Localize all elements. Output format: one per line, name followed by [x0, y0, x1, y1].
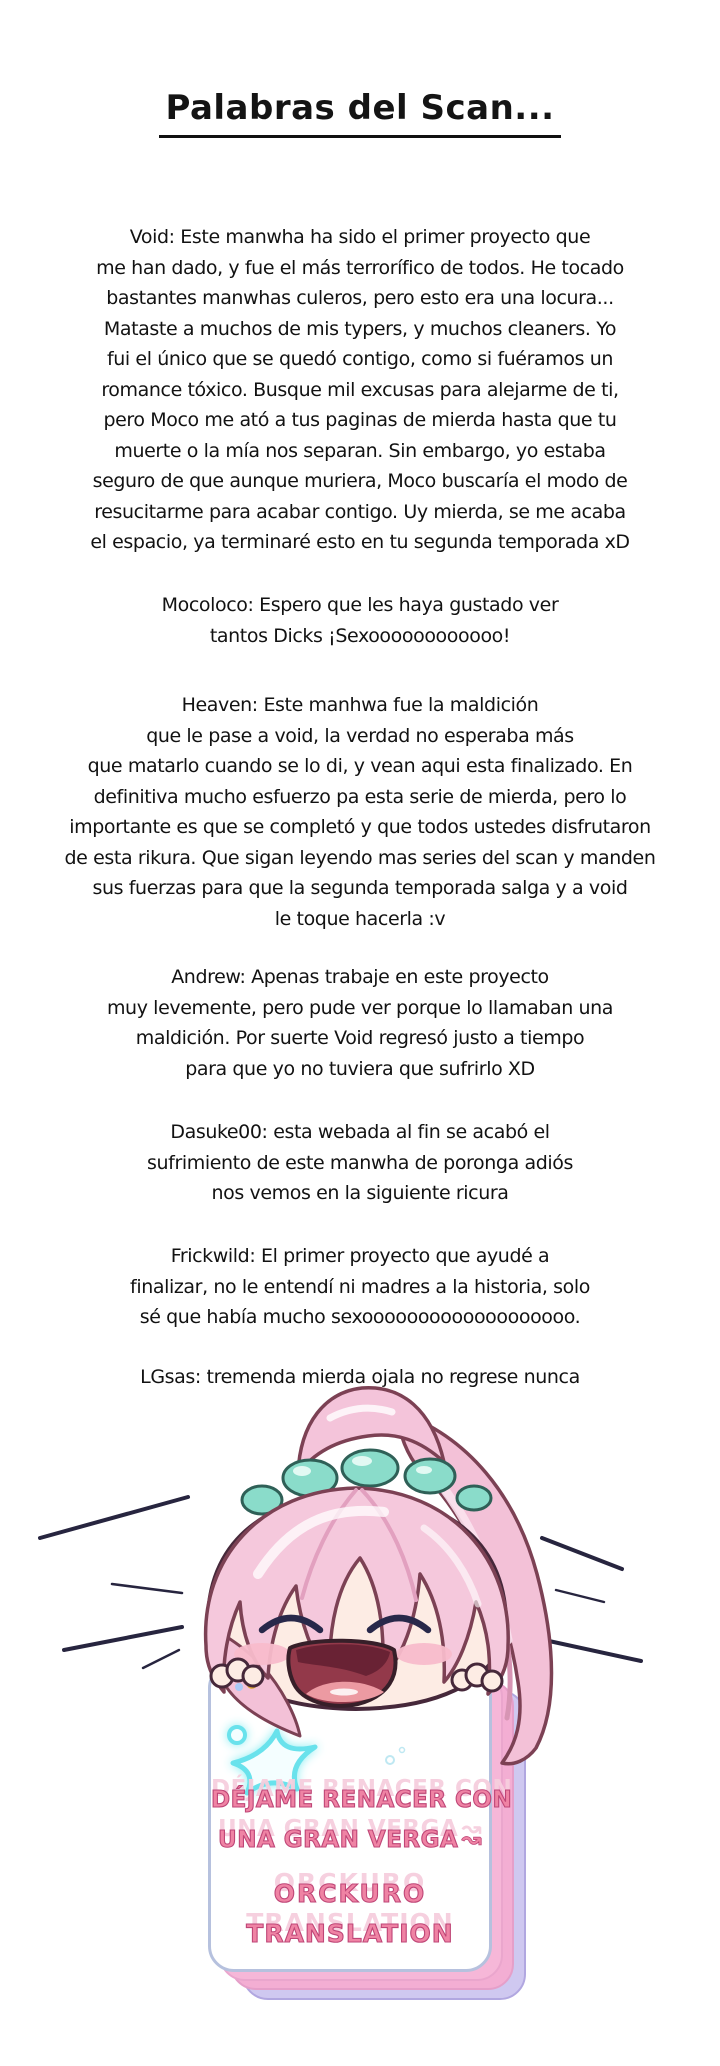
text-line: el espacio, ya terminaré esto en tu segunda temporada xD [90, 531, 630, 553]
text-line: Heaven: Este manhwa fue la maldición [181, 694, 539, 716]
text-line: de esta rikura. Que sigan leyendo mas series del scan y manden [64, 846, 656, 869]
text-line: muerte o la mía nos separan. Sin embargo, yo estaba [114, 439, 606, 462]
text-line: Mataste a muchos de mis typers, y muchos cleaners. Yo [103, 317, 617, 340]
text-line: romance tóxico. Busque mil excusas para alejarme de ti, [101, 378, 619, 401]
scrunchie-beads [242, 1450, 491, 1514]
text-line: muy levemente, pero pude ver porque lo llamaban una [106, 996, 614, 1019]
credit-block-frickwild [0, 1241, 720, 1333]
sign-card [208, 1662, 513, 1972]
credit-block-dasuke00 [0, 1117, 720, 1209]
text-line: sé que había mucho sexooooooooooooooooooo. [139, 1306, 581, 1328]
text-line: Frickwild: El primer proyecto que ayudé a [170, 1245, 550, 1267]
credit-block-heaven [0, 690, 720, 934]
text-line: me han dado, y fue el más terrorífico de todos. He tocado [96, 256, 624, 279]
title-wrap [0, 88, 720, 138]
credit-block-andrew [0, 962, 720, 1084]
text-line: finalizar, no le entendí ni madres a la historia, solo [130, 1275, 590, 1298]
sign-text-line1: DÉJAME RENACER CON [211, 1787, 513, 1813]
text-line: le toque hacerla :v [274, 907, 446, 930]
sign-text-group-label: TRANSLATION [246, 1919, 454, 1948]
text-line: definitiva mucho esfuerzo pa esta serie de mierda, pero lo [93, 785, 627, 808]
text-line: seguro de que aunque muriera, Moco buscaría el modo de [92, 470, 628, 492]
hair-tuft [298, 1388, 444, 1474]
scrunchie-shine [293, 1456, 432, 1476]
text-line: maldición. Por suerte Void regresó justo a tiempo [135, 1027, 585, 1049]
sign-text-line2 [211, 1825, 489, 1853]
text-line: Mocoloco: Espero que les haya gustado ver [161, 594, 559, 616]
text-line: sufrimiento de este manwha de poronga adiós [147, 1151, 573, 1174]
mascot-illustration [0, 1378, 720, 2066]
credit-block-mocoloco [0, 590, 720, 651]
closed-eyes [262, 1618, 428, 1630]
text-line: Void: Este manwha ha sido el primer proyecto que [129, 226, 591, 248]
burst-lines-icon [40, 1497, 641, 1668]
text-line: LGsas: tremenda mierda ojala no regrese nunca [140, 1366, 580, 1388]
text-line: Andrew: Apenas trabaje en este proyecto [171, 966, 549, 988]
text-line: resucitarme para acabar contigo. Uy mierda, se me acaba [94, 500, 626, 523]
sign-text-group-name: ORCKURO [273, 1879, 427, 1908]
text-line: tantos Dicks ¡Sexoooooooooooo! [209, 624, 511, 647]
sign-text-line2-label: UNA GRAN VERGA [218, 1827, 459, 1853]
text-line: que matarlo cuando se lo di, y vean aqui esta finalizado. En [87, 755, 633, 777]
page-title: Palabras del Scan... [159, 88, 560, 138]
text-line: para que yo no tuviera que sufrirlo XD [185, 1057, 535, 1080]
text-line: importante es que se completó y que todos ustedes disfrutaron [69, 816, 651, 838]
sparkle-icon [219, 1723, 331, 1797]
credit-block-void [0, 222, 720, 558]
text-line: Dasuke00: esta webada al fin se acabó el [170, 1121, 550, 1143]
text-line: pero Moco me ató a tus paginas de mierda hasta que tu [103, 409, 617, 431]
text-line: sus fuerzas para que la segunda temporada salga y a void [92, 877, 628, 899]
text-line: nos vemos en la siguiente ricura [211, 1182, 509, 1204]
text-line: fui el único que se quedó contigo, como si fuéramos un [106, 348, 613, 370]
text-line: bastantes manwhas culeros, pero esto era una locura... [106, 287, 614, 309]
squiggle-arrow-icon: ↝ [461, 1825, 482, 1853]
text-line: que le pase a void, la verdad no esperaba más [146, 724, 574, 747]
